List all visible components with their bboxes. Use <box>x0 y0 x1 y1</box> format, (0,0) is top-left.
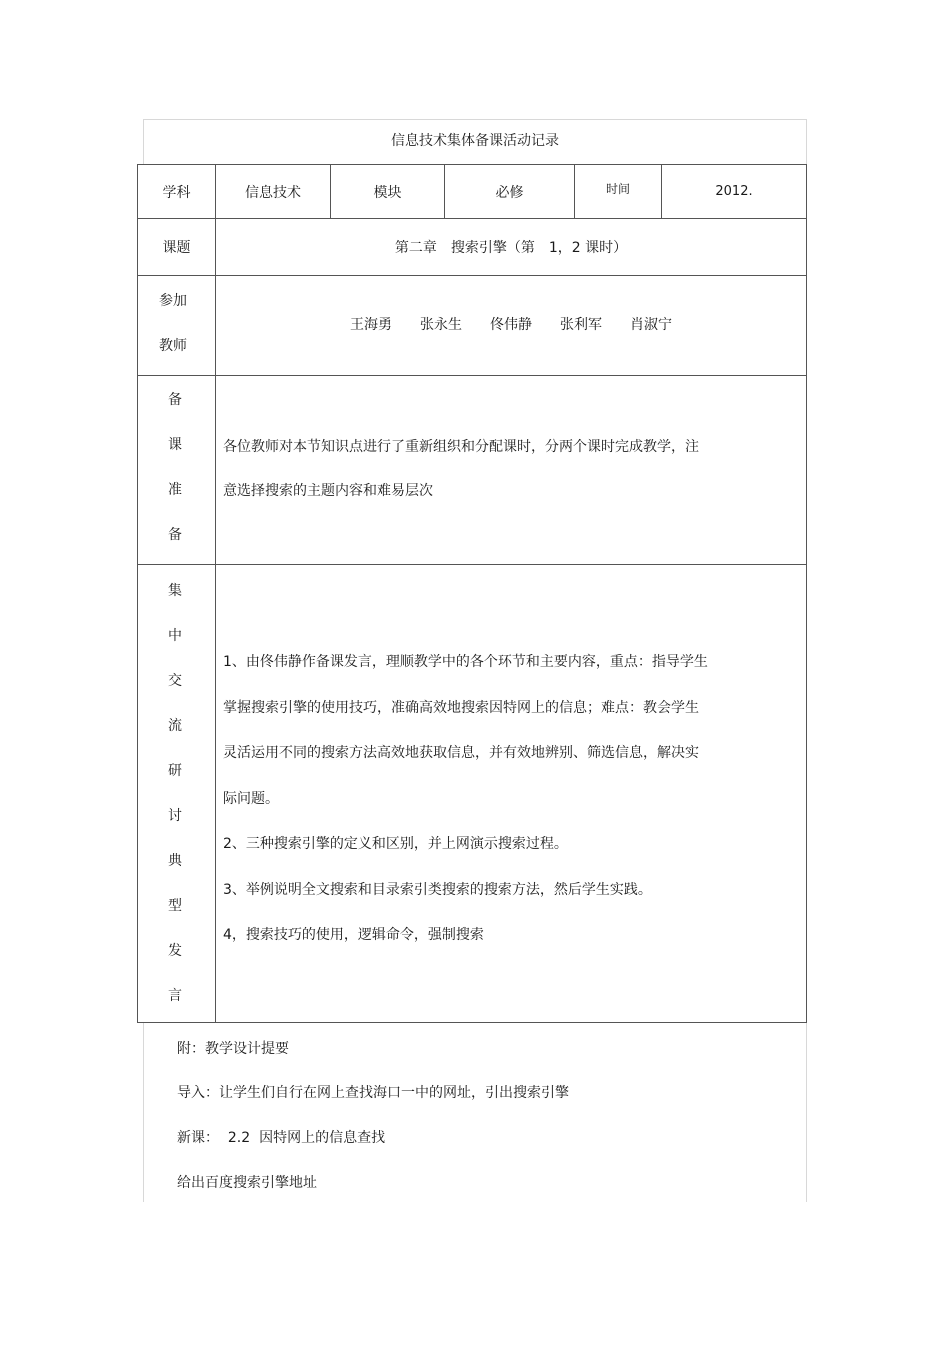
table-line-h4 <box>137 375 807 376</box>
appendix-intro: 导入：让学生们自行在网上查找海口一中的网址，引出搜索引擎 <box>177 1085 569 1101</box>
time-label: 时间 <box>605 181 630 196</box>
discussion-line: 掌握搜索引擎的使用技巧，准确高效地搜索因特网上的信息；难点：教会学生 <box>223 699 699 716</box>
appendix-baidu: 给出百度搜索引擎地址 <box>177 1175 317 1191</box>
discussion-label-char: 集 <box>168 583 182 599</box>
participants-label <box>138 276 215 375</box>
discussion-label-char: 发 <box>168 943 182 959</box>
discussion-label-char: 中 <box>168 628 182 644</box>
frame-top-line <box>143 119 807 120</box>
table-line-right <box>806 164 807 1023</box>
teacher-name: 佟伟静 <box>490 317 532 333</box>
discussion-label-char: 型 <box>168 898 182 914</box>
subject-label: 学科 <box>162 184 191 201</box>
topic-label: 课题 <box>162 240 191 256</box>
discussion-line: 4，搜索技巧的使用，逻辑命令，强制搜索 <box>223 927 484 943</box>
participants-names <box>216 276 806 372</box>
discussion-line: 灵活运用不同的搜索方法高效地获取信息，并有效地辨别、筛选信息，解决实 <box>223 745 699 761</box>
discussion-label <box>138 569 212 1019</box>
participants-label-line2: 教师 <box>159 338 187 354</box>
discussion-label-char: 流 <box>168 718 182 734</box>
appendix-heading: 附：教学设计提要 <box>177 1041 289 1057</box>
appendix-new-lesson: 新课： 2.2 因特网上的信息查找 <box>177 1130 386 1146</box>
discussion-line: 3、举例说明全文搜索和目录索引类搜索的搜索方法，然后学生实践。 <box>223 881 652 898</box>
teacher-name: 张永生 <box>420 317 462 333</box>
teacher-name: 肖淑宁 <box>630 317 672 333</box>
time-value: 2012. <box>715 184 753 199</box>
frame-bottom-left-line <box>143 1022 144 1202</box>
preparation-line: 各位教师对本节知识点进行了重新组织和分配课时，分两个课时完成教学，注 <box>223 439 699 455</box>
table-line-h5 <box>137 564 807 565</box>
teacher-name: 张利军 <box>560 317 602 333</box>
preparation-label-char: 备 <box>168 392 182 408</box>
discussion-label-char: 讨 <box>168 808 182 824</box>
preparation-label-char: 备 <box>168 527 182 543</box>
preparation-label-char: 课 <box>168 437 182 453</box>
discussion-label-char: 交 <box>168 673 182 689</box>
module-value: 必修 <box>495 184 524 201</box>
participants-label-line1: 参加 <box>159 293 187 309</box>
topic-value: 第二章 搜索引擎（第 1，2 课时） <box>394 240 628 256</box>
discussion-label-char: 研 <box>168 763 182 779</box>
frame-bottom-right-line <box>806 1022 807 1202</box>
discussion-line: 际问题。 <box>223 790 279 807</box>
preparation-line: 意选择搜索的主题内容和难易层次 <box>223 483 433 499</box>
teacher-name: 王海勇 <box>350 317 392 333</box>
discussion-content <box>223 640 801 959</box>
subject-value: 信息技术 <box>245 184 301 201</box>
discussion-label-char: 言 <box>168 988 182 1004</box>
table-line-h6 <box>137 1022 807 1023</box>
module-label: 模块 <box>373 184 402 201</box>
discussion-line: 2、三种搜索引擎的定义和区别，并上网演示搜索过程。 <box>223 836 568 852</box>
preparation-content <box>223 425 801 513</box>
discussion-label-char: 典 <box>168 853 182 869</box>
preparation-label <box>138 378 212 558</box>
document-title: 信息技术集体备课活动记录 <box>391 133 559 149</box>
discussion-line: 1、由佟伟静作备课发言，理顺教学中的各个环节和主要内容，重点：指导学生 <box>223 654 708 670</box>
preparation-label-char: 准 <box>168 482 182 498</box>
